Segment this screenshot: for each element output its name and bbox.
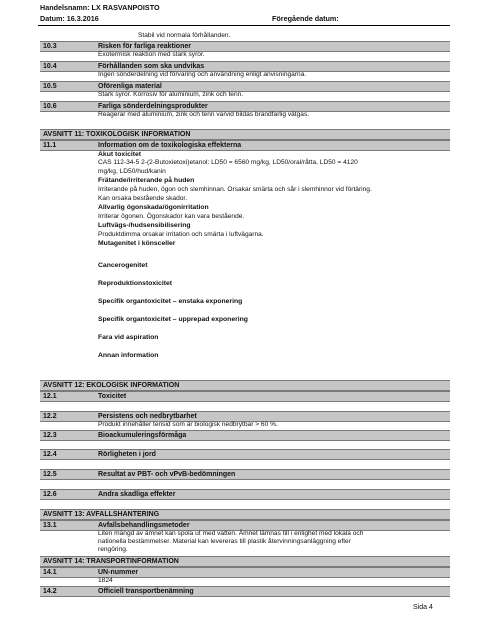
subsection-number: 12.3	[43, 432, 57, 439]
waste-text: rengöring.	[98, 546, 128, 553]
subsection-number: 12.1	[43, 393, 57, 400]
subsection-12-5	[40, 469, 450, 480]
subsection-number: 12.6	[43, 491, 57, 498]
subsection-title: Förhållanden som ska undvikas	[98, 63, 205, 70]
subsection-title: Avfallsbehandlingsmetoder	[98, 522, 190, 529]
section-title: AVSNITT 14: TRANSPORTINFORMATION	[43, 558, 179, 565]
eye-damage-text: Irriterar ögonen. Ögonskador kan vara bestående.	[98, 213, 245, 220]
subsection-number: 11.1	[43, 142, 57, 149]
subsection-11-1	[40, 140, 450, 151]
subsection-number: 10.6	[43, 103, 57, 110]
sensitisation-title: Luftvägs-/hudsensibilisering	[98, 222, 191, 229]
subsection-number: 10.5	[43, 83, 57, 90]
subsection-title: Andra skadliga effekter	[98, 491, 176, 498]
section-title: AVSNITT 13: AVFALLSHANTERING	[43, 511, 160, 518]
waste-text: nationella bestämmelser. Material kan levereras till plastik återvinningsanläggning efter	[98, 538, 351, 545]
subsection-number: 13.1	[43, 522, 57, 529]
subsection-number: 14.1	[43, 569, 57, 576]
section-13-heading	[40, 509, 450, 520]
subsection-title: Resultat av PBT- och vPvB-bedömningen	[98, 471, 236, 478]
acute-toxicity-text: mg/kg, LD50/hud/kanin	[98, 168, 166, 175]
reproductive-toxicity-title: Reproduktionstoxicitet	[98, 280, 173, 287]
skin-corrosion-title: Frätande/irriterande på huden	[98, 177, 195, 184]
acute-toxicity-text: CAS 112-34-5 2-(2-Butoxietoxi)etanol: LD50 = 6560 mg/kg, LD50/oral/råtta, LD50 = 4120	[98, 159, 358, 166]
skin-corrosion-text: Irriterande på huden, ögon och slemhinnan. Orsakar smärta och sår i slemhinnor vid förtäring.	[98, 186, 372, 193]
subsection-12-4	[40, 449, 450, 460]
subsection-text: Exotermisk reaktion med stark syror.	[98, 51, 205, 58]
mutagenicity-title: Mutagenitet i könsceller	[98, 240, 176, 247]
subsection-title: Officiell transportbenämning	[98, 588, 194, 595]
subsection-title: Oförenliga material	[98, 83, 162, 90]
eye-damage-title: Allvarlig ögonskada/ögonirritation	[98, 204, 209, 211]
un-number-value: 1824	[98, 577, 113, 584]
section-title: AVSNITT 11: TOXIKOLOGISK INFORMATION	[43, 131, 191, 138]
skin-corrosion-text: Kan orsaka bestående skador.	[98, 195, 188, 202]
subsection-14-2	[40, 586, 450, 597]
acute-toxicity-title: Akut toxicitet	[98, 151, 142, 158]
subsection-number: 14.2	[43, 588, 57, 595]
stot-single-title: Specifik organtoxicitet – enstaka exponering	[98, 298, 243, 305]
subsection-12-3	[40, 430, 450, 441]
sensitisation-text: Produktdimma orsakar irritation och smärta i luftvägarna.	[98, 231, 264, 238]
header-divider	[38, 25, 450, 26]
aspiration-hazard-title: Fara vid aspiration	[98, 334, 159, 341]
subsection-text: Stark syror. Korrosiv för aluminium, zink och tenn.	[98, 91, 244, 98]
subsection-text: Reagerar med aluminium, zink och tenn varvid bildas brandfarlig vätgas.	[98, 111, 310, 118]
subsection-number: 10.4	[43, 63, 57, 70]
subsection-text: Produkt innehåller tensid som är biologisk nedbrytbar > 60 %.	[98, 421, 278, 428]
section-title: AVSNITT 12: EKOLOGISK INFORMATION	[43, 382, 180, 389]
subsection-12-6	[40, 489, 450, 500]
subsection-number: 12.4	[43, 451, 57, 458]
subsection-title: Toxicitet	[98, 393, 127, 400]
subsection-number: 12.5	[43, 471, 57, 478]
other-information-title: Annan information	[98, 352, 159, 359]
subsection-title: Persistens och nedbrytbarhet	[98, 413, 197, 420]
subsection-number: 10.3	[43, 43, 57, 50]
section-12-heading	[40, 380, 450, 391]
page-number: Sida 4	[413, 604, 433, 611]
stability-text: Stabil vid normala förhållanden.	[138, 32, 231, 39]
subsection-title: Farliga sönderdelningsprodukter	[98, 103, 208, 110]
waste-text: Liten mängd av ämnet kan spola ut med vatten. Ämnet lämnas till i enlighet med lokala och	[98, 530, 364, 537]
subsection-12-1	[40, 391, 450, 402]
stot-repeated-title: Specifik organtoxicitet – upprepad exponering	[98, 316, 248, 323]
document-date: Datum: 16.3.2016	[40, 14, 99, 23]
subsection-text: Ingen sönderdelning vid förvaring och användning enligt anvisningarna.	[98, 71, 307, 78]
subsection-title: Information om de toxikologiska effekterna	[98, 142, 242, 149]
subsection-title: UN-nummer	[98, 569, 139, 576]
subsection-number: 12.2	[43, 413, 57, 420]
subsection-title: Rörligheten i jord	[98, 451, 156, 458]
subsection-title: Bioackumuleringsförmåga	[98, 432, 187, 439]
product-name: Handelsnamn: LX RASVANPOISTO	[40, 3, 160, 12]
carcinogenicity-title: Cancerogenitet	[98, 262, 148, 269]
section-11-heading	[40, 129, 450, 140]
section-14-heading	[40, 556, 450, 567]
previous-date: Föregående datum:	[272, 14, 339, 23]
subsection-title: Risken för farliga reaktioner	[98, 43, 191, 50]
